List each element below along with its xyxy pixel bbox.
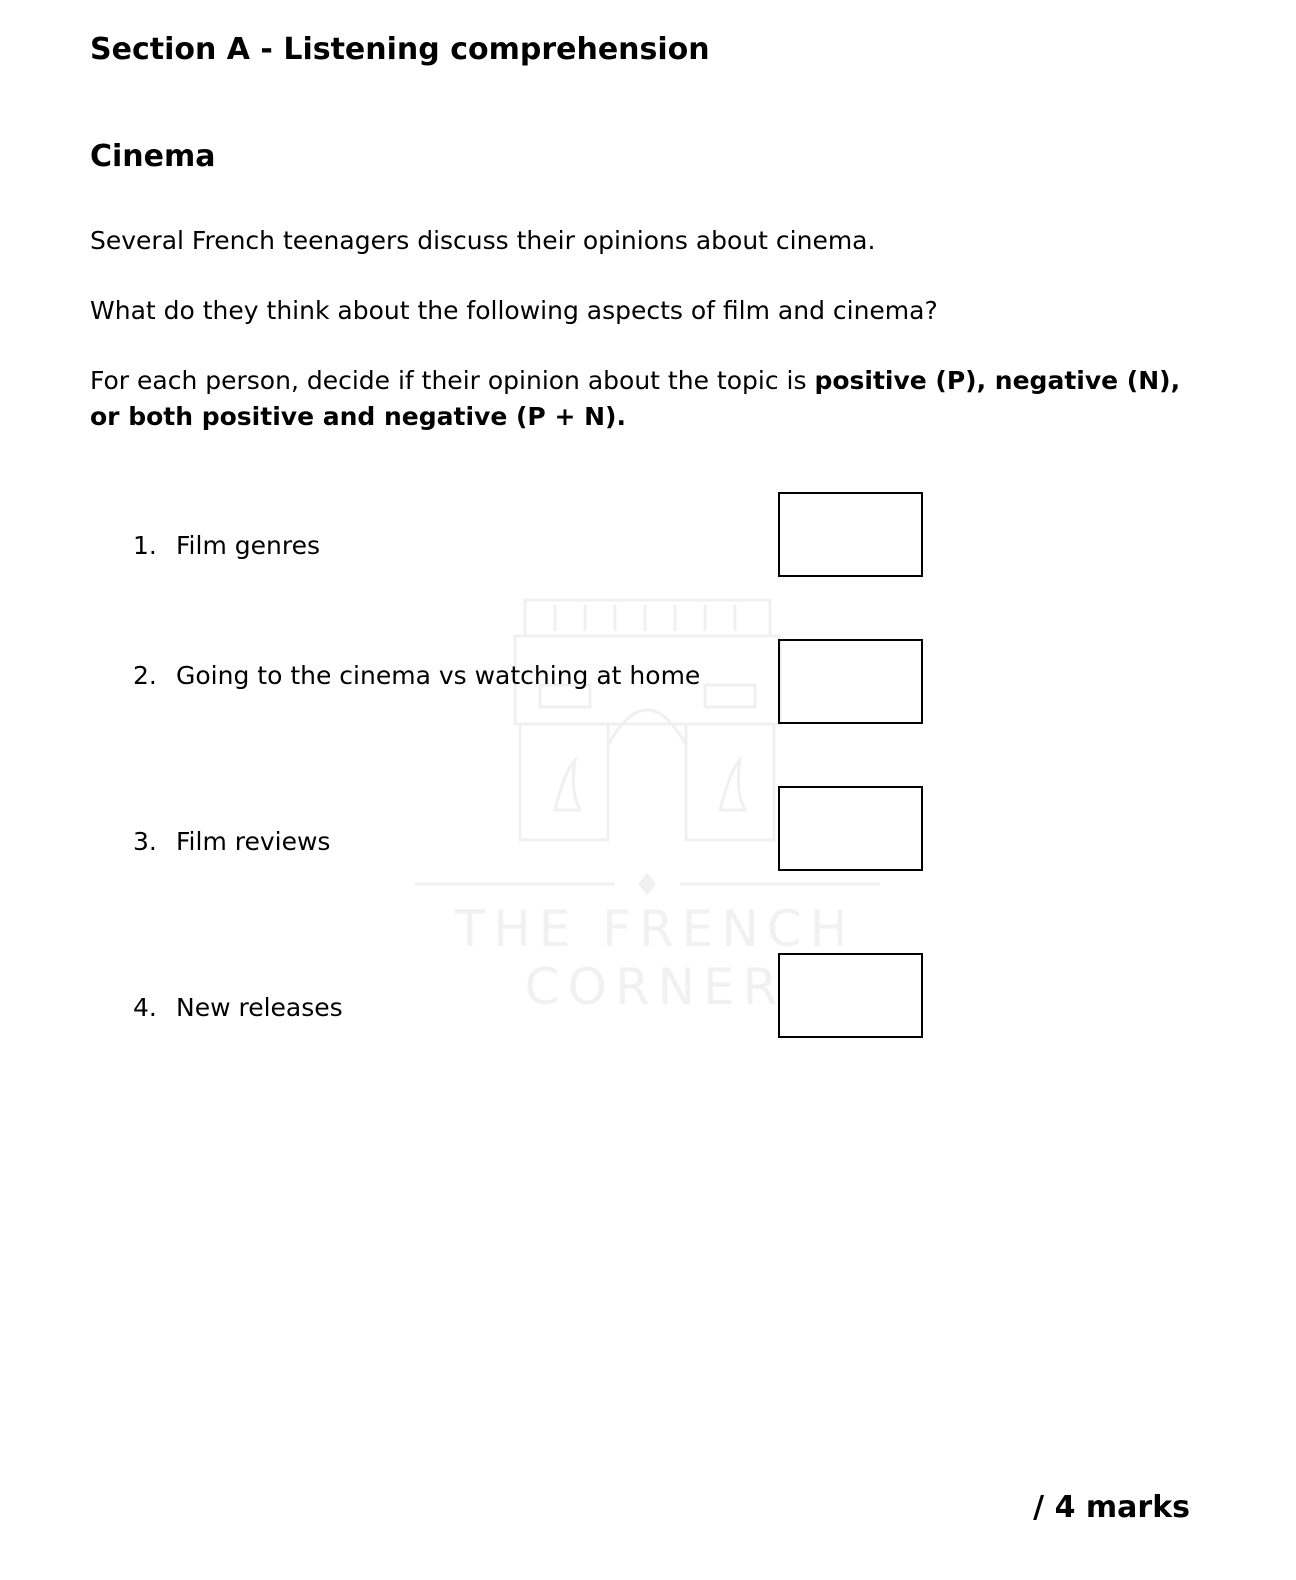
question-number: 4. — [133, 993, 157, 1022]
question-text: Going to the cinema vs watching at home — [176, 661, 701, 690]
question-prompt: What do they think about the following aspects of film and cinema? — [90, 296, 938, 325]
answer-box-1[interactable] — [778, 492, 923, 577]
question-number: 1. — [133, 531, 157, 560]
question-text: New releases — [176, 993, 343, 1022]
question-number: 3. — [133, 827, 157, 856]
question-text: Film genres — [176, 531, 320, 560]
topic-heading: Cinema — [90, 139, 216, 174]
question-text: Film reviews — [176, 827, 331, 856]
question-number: 2. — [133, 661, 157, 690]
marks-total: / 4 marks — [1033, 1490, 1190, 1525]
answer-box-4[interactable] — [778, 953, 923, 1038]
answer-box-3[interactable] — [778, 786, 923, 871]
instruction-prefix: For each person, decide if their opinion about the topic is — [90, 366, 815, 395]
question-item — [133, 824, 330, 860]
intro-text: Several French teenagers discuss their opinions about cinema. — [90, 226, 876, 255]
instruction-text — [90, 363, 1190, 435]
section-title: Section A - Listening comprehension — [90, 32, 710, 67]
instruction-options: positive (P), negative (N), or both positive and negative (P + N). — [90, 366, 1181, 431]
answer-box-2[interactable] — [778, 639, 923, 724]
question-item — [133, 658, 700, 694]
question-item — [133, 528, 320, 564]
watermark-text: THE FRENCH CORNER — [454, 900, 856, 1016]
question-item — [133, 990, 343, 1026]
